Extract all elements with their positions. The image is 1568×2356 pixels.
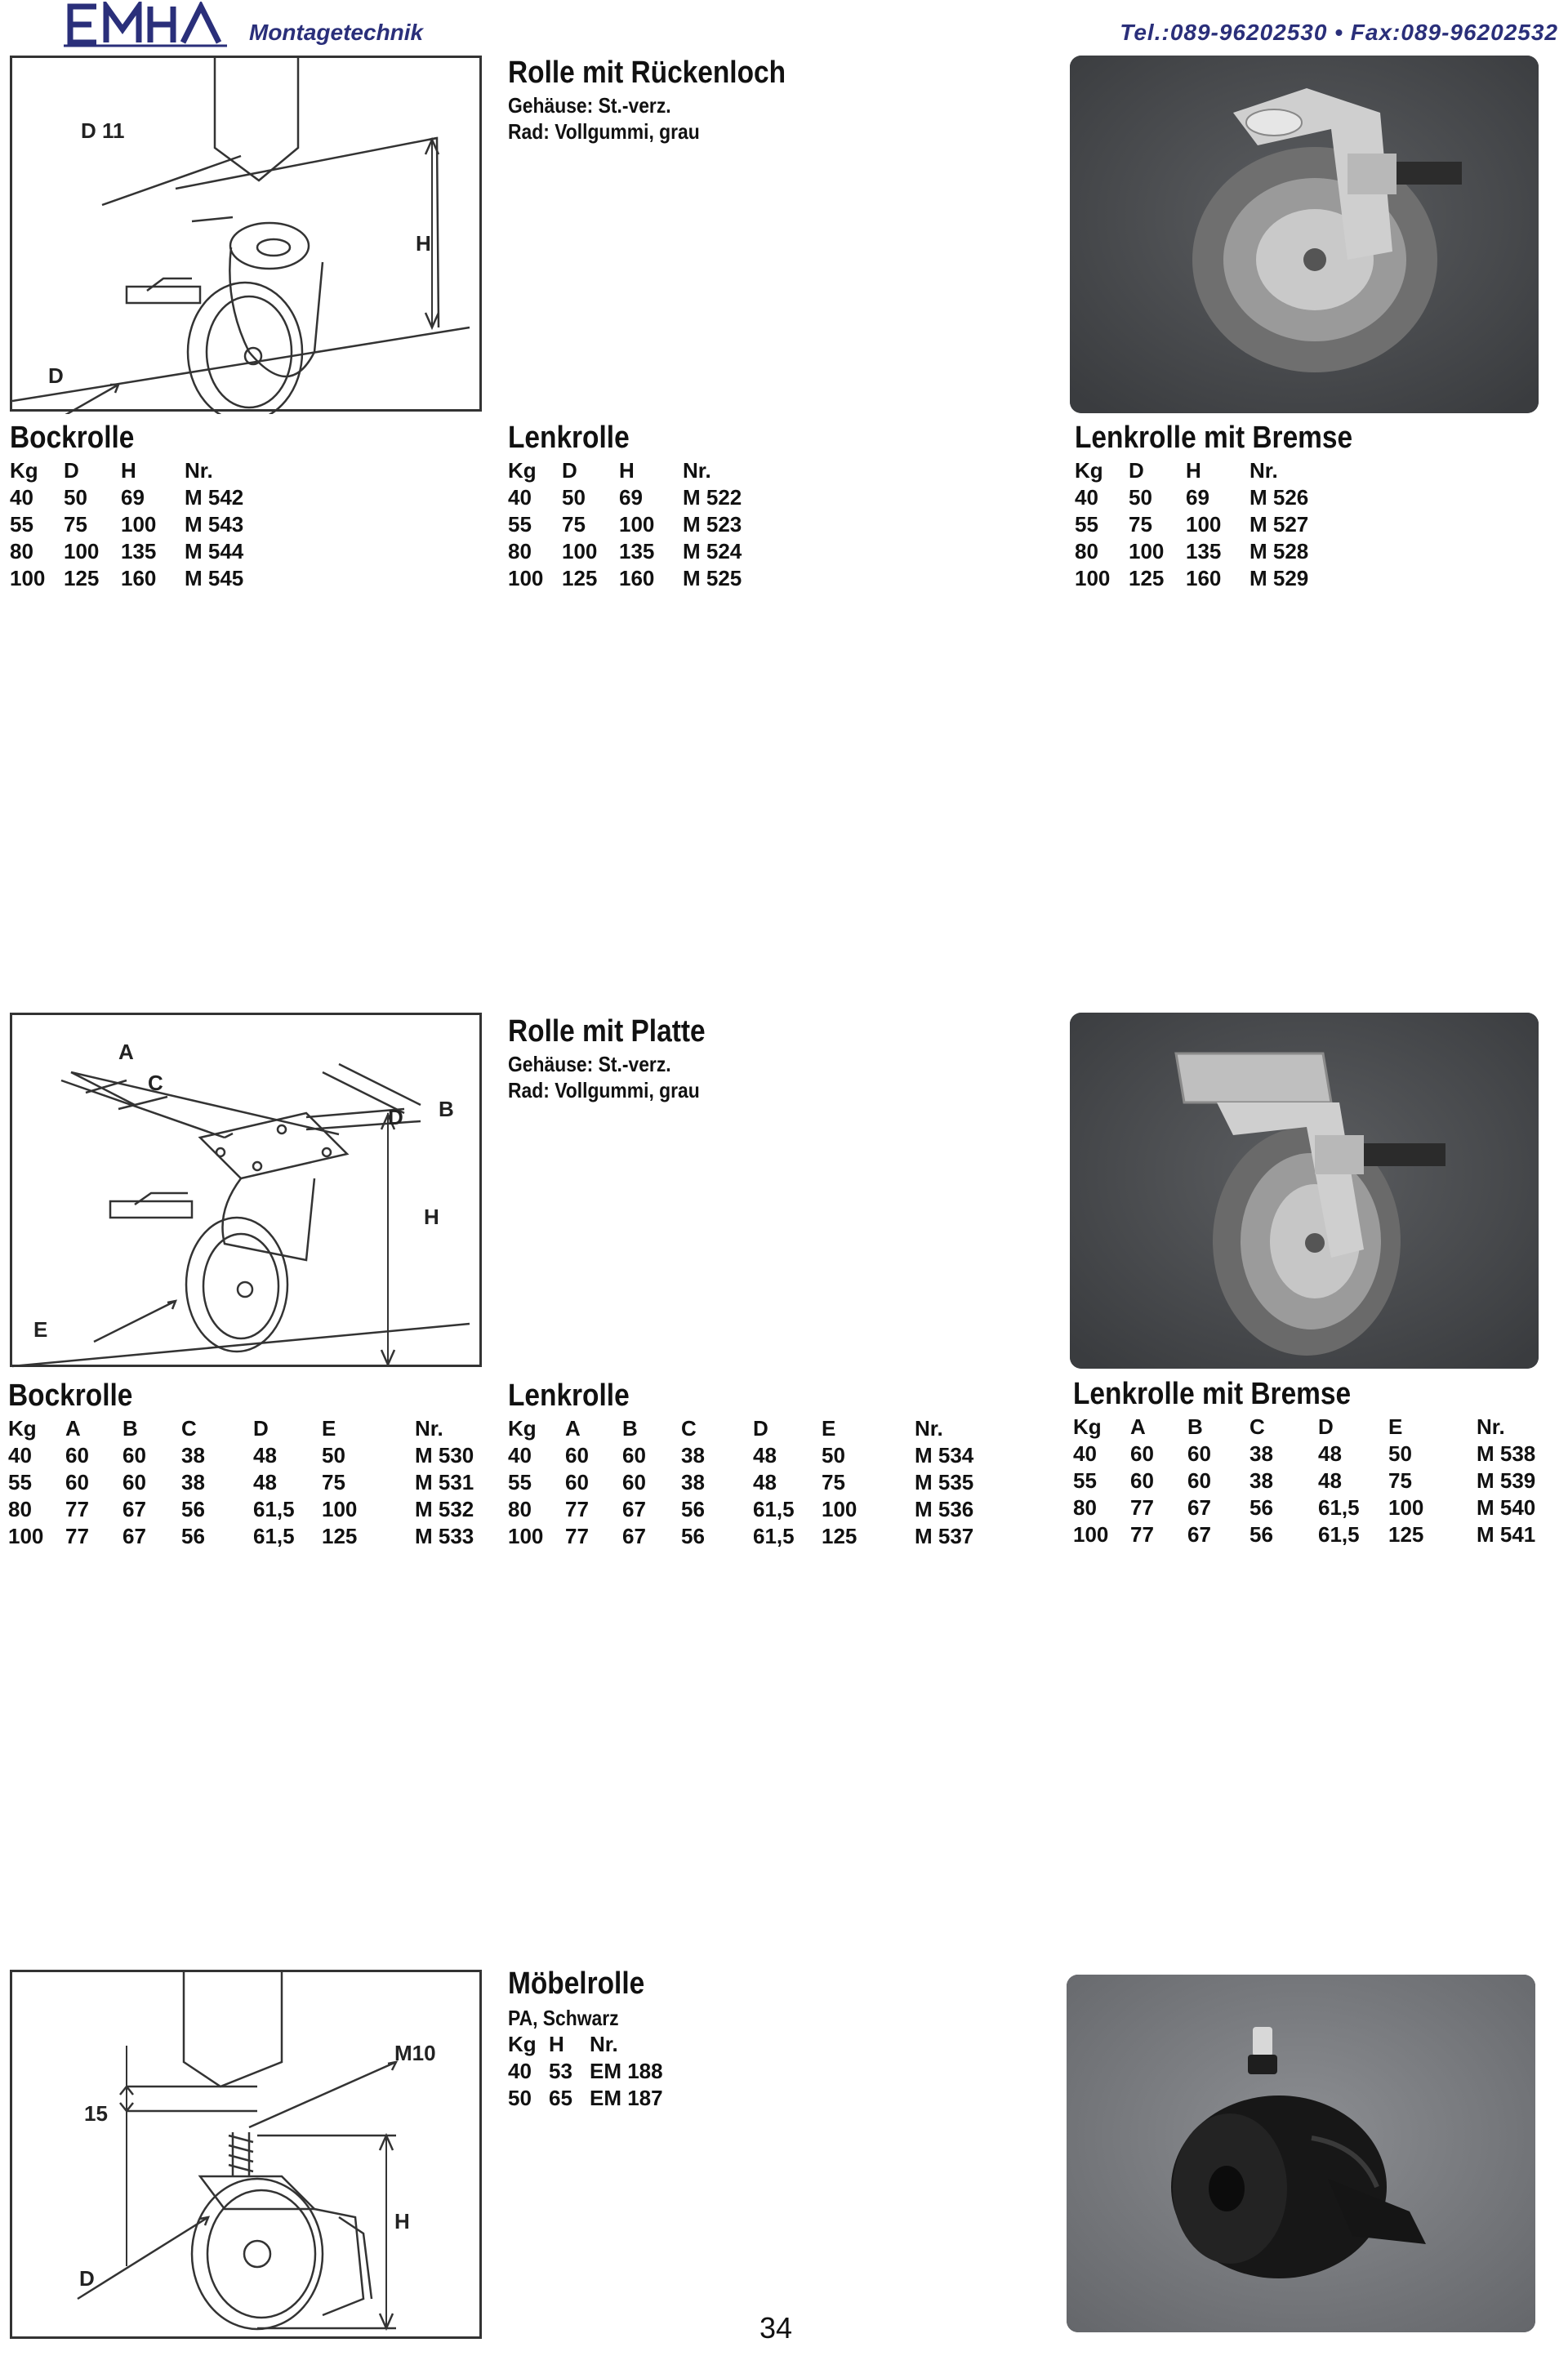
table-row: 40 50 69 M 542: [10, 485, 244, 510]
table-row: 100 125 160 M 525: [508, 566, 742, 590]
label-d: D: [388, 1105, 403, 1129]
table-header: Kg A B C D E Nr.: [1073, 1414, 1505, 1439]
label-b: B: [439, 1097, 454, 1121]
section1-housing: Gehäuse: St.-verz.: [508, 93, 671, 118]
table-row: 100 125 160 M 545: [10, 566, 244, 590]
table-row: 50 65 EM 187: [508, 2086, 663, 2110]
table-lenkrolle-2: [508, 1415, 988, 1550]
table-lenkrolle-1: [508, 457, 756, 592]
table-row: 80 100 135 M 528: [1075, 539, 1309, 563]
label-d11: D 11: [81, 118, 125, 143]
label-m10: M10: [394, 2041, 436, 2065]
table-row: 40 50 69 M 526: [1075, 485, 1309, 510]
label-d: D: [48, 363, 64, 388]
table-row: 80 77 67 56 61,5 100 M 532: [8, 1497, 474, 1521]
label-15: 15: [84, 2101, 108, 2126]
table-row: 100 77 67 56 61,5 125 M 537: [508, 1524, 974, 1548]
table-row: 55 75 100 M 543: [10, 512, 244, 537]
table-row: 40 60 60 38 48 50 M 530: [8, 1443, 474, 1467]
table1-title: Bockrolle: [10, 421, 135, 455]
swivel-castor-brake-photo: [1070, 56, 1539, 413]
section3-material: PA, Schwarz: [508, 2006, 619, 2030]
table-row: 55 60 60 38 48 75 M 535: [508, 1470, 974, 1494]
table-header: Kg D H Nr.: [10, 458, 213, 483]
plate-castor-brake-photo: [1070, 1013, 1539, 1369]
table-row: 55 60 60 38 48 75 M 531: [8, 1470, 474, 1494]
table-row: 55 60 60 38 48 75 M 539: [1073, 1468, 1536, 1493]
section1-title: Rolle mit Rückenloch: [508, 56, 786, 90]
table-row: 100 125 160 M 529: [1075, 566, 1309, 590]
table-bockrolle-1: [10, 457, 258, 592]
table-row: 80 100 135 M 524: [508, 539, 742, 563]
table-lenkrolle-bremse-2: [1073, 1414, 1550, 1548]
table-header: Kg D H Nr.: [508, 458, 711, 483]
table4-title: Bockrolle: [8, 1378, 133, 1413]
table3-title: Lenkrolle mit Bremse: [1075, 421, 1353, 455]
diagram-rolle-rueckenloch: [10, 56, 482, 412]
label-d: D: [79, 2266, 95, 2291]
table-row: 40 60 60 38 48 50 M 534: [508, 1443, 974, 1467]
table-row: 80 77 67 56 61,5 100 M 536: [508, 1497, 974, 1521]
section1-wheel: Rad: Vollgummi, grau: [508, 119, 700, 144]
label-h: H: [394, 2209, 410, 2234]
table-header: Kg H Nr.: [508, 2032, 618, 2056]
table-header: Kg A B C D E Nr.: [8, 1416, 443, 1441]
table-row: 80 100 135 M 544: [10, 539, 244, 563]
table-row: 55 75 100 M 523: [508, 512, 742, 537]
table-row: 40 50 69 M 522: [508, 485, 742, 510]
table-row: 55 75 100 M 527: [1075, 512, 1309, 537]
label-h: H: [416, 231, 431, 256]
table-header: Kg A B C D E Nr.: [508, 1416, 943, 1441]
table-row: 100 77 67 56 61,5 125 M 533: [8, 1524, 474, 1548]
section2-housing: Gehäuse: St.-verz.: [508, 1052, 671, 1076]
label-e: E: [33, 1317, 48, 1342]
table2-title: Lenkrolle: [508, 421, 630, 455]
table-lenkrolle-bremse-1: [1075, 457, 1323, 592]
diagram-rolle-platte: [10, 1013, 482, 1367]
table-row: 40 53 EM 188: [508, 2059, 663, 2083]
section3-title: Möbelrolle: [508, 1966, 645, 2001]
contact-info: Tel.:089-96202530 • Fax:089-96202532: [1120, 20, 1558, 45]
label-a: A: [118, 1040, 134, 1064]
section2-wheel: Rad: Vollgummi, grau: [508, 1078, 700, 1102]
page-number: 34: [760, 2311, 793, 2345]
label-h: H: [424, 1205, 439, 1229]
furniture-castor-photo: [1067, 1975, 1535, 2332]
table-row: 40 60 60 38 48 50 M 538: [1073, 1441, 1536, 1466]
table-bockrolle-2: [8, 1415, 488, 1550]
table6-title: Lenkrolle mit Bremse: [1073, 1377, 1352, 1411]
table-moebelrolle: [508, 2031, 671, 2112]
table-header: Kg D H Nr.: [1075, 458, 1278, 483]
table5-title: Lenkrolle: [508, 1378, 630, 1413]
brand-subtitle: Montagetechnik: [249, 20, 424, 45]
label-c: C: [148, 1071, 163, 1095]
diagram-moebelrolle: [10, 1970, 482, 2339]
emha-logo-icon: [64, 2, 227, 47]
table-row: 100 77 67 56 61,5 125 M 541: [1073, 1522, 1536, 1547]
table-row: 80 77 67 56 61,5 100 M 540: [1073, 1495, 1536, 1520]
section2-title: Rolle mit Platte: [508, 1014, 706, 1049]
